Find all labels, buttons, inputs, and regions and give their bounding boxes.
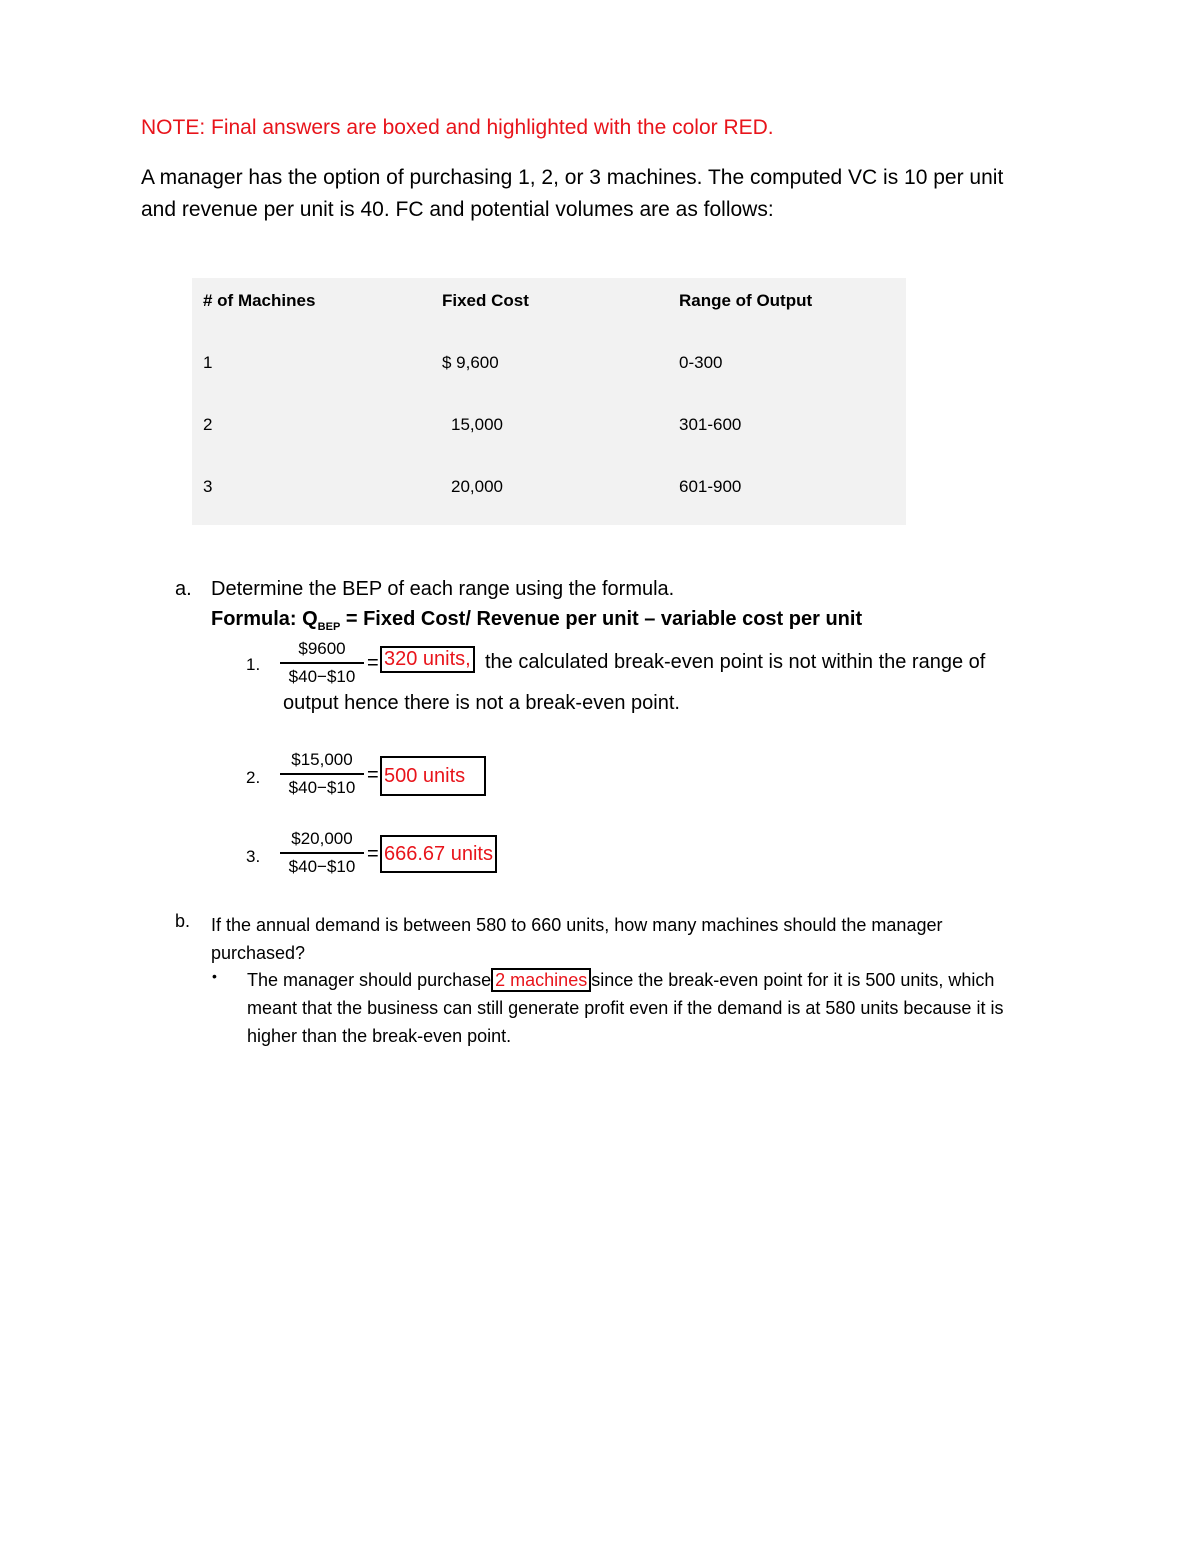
part-a-label: a. <box>175 578 192 600</box>
note-text: NOTE: Final answers are boxed and highlighted with the color RED. <box>141 116 774 139</box>
item-number: 1. <box>246 655 261 674</box>
table-cell: $ 9,600 <box>442 353 499 372</box>
table-header-fixed-cost: Fixed Cost <box>442 291 529 310</box>
bullet-icon: • <box>212 968 217 984</box>
answer-after: since the break-even point for it is 500 units, which meant that the business can still generate profit even if the demand is at 580 units because it is higher than the break-even point. <box>247 970 1004 1046</box>
formula-subscript: BEP <box>317 621 341 633</box>
equals-sign: = <box>367 652 379 674</box>
formula-line <box>211 608 862 633</box>
answer-box-2: 500 units <box>380 756 486 796</box>
intro-paragraph: A manager has the option of purchasing 1, 2, or 3 machines. The computed VC is 10 per unit and revenue per unit is 40. FC and potential volumes are as follows: <box>141 166 1004 221</box>
formula-prefix: Formula: Q <box>211 608 318 630</box>
fraction-denominator: $40−$10 <box>288 857 356 876</box>
answer-before: The manager should purchase <box>247 970 492 990</box>
fraction-denominator: $40−$10 <box>288 778 356 797</box>
answer-explanation-line2: output hence there is not a break-even point. <box>283 692 680 714</box>
fraction-numerator: $15,000 <box>280 750 364 775</box>
fraction-numerator: $20,000 <box>280 829 364 854</box>
answer-box-1: 320 units, <box>380 646 475 673</box>
part-b-question: If the annual demand is between 580 to 660 units, how many machines should the manager purchased? <box>211 915 943 963</box>
part-b-label: b. <box>175 911 191 931</box>
item-number: 3. <box>246 847 261 866</box>
table-cell: 20,000 <box>451 477 503 496</box>
table-cell: 1 <box>203 353 213 372</box>
fraction-denominator: $40−$10 <box>288 667 356 686</box>
fraction <box>280 750 364 798</box>
equals-sign: = <box>367 843 379 865</box>
table-cell: 601-900 <box>679 477 742 496</box>
fraction <box>280 639 364 687</box>
answer-explanation-line1: the calculated break-even point is not within the range of <box>485 651 986 673</box>
table-cell: 0-300 <box>679 353 723 372</box>
table-header-range: Range of Output <box>679 291 813 310</box>
table-cell: 15,000 <box>451 415 503 434</box>
table-cell: 2 <box>203 415 213 434</box>
part-b-answer <box>247 966 1047 1050</box>
equals-sign: = <box>367 764 379 786</box>
fraction <box>280 829 364 877</box>
item-number: 2. <box>246 768 261 787</box>
machines-table <box>192 278 906 525</box>
fraction-numerator: $9600 <box>280 639 364 664</box>
answer-box-machines: 2 machines <box>491 968 591 992</box>
part-a-question: Determine the BEP of each range using the formula. <box>211 578 675 600</box>
formula-suffix: = Fixed Cost/ Revenue per unit – variable cost per unit <box>340 608 863 630</box>
table-header-machines: # of Machines <box>203 291 316 310</box>
answer-box-3: 666.67 units <box>380 835 497 873</box>
table-cell: 3 <box>203 477 213 496</box>
table-cell: 301-600 <box>679 415 742 434</box>
